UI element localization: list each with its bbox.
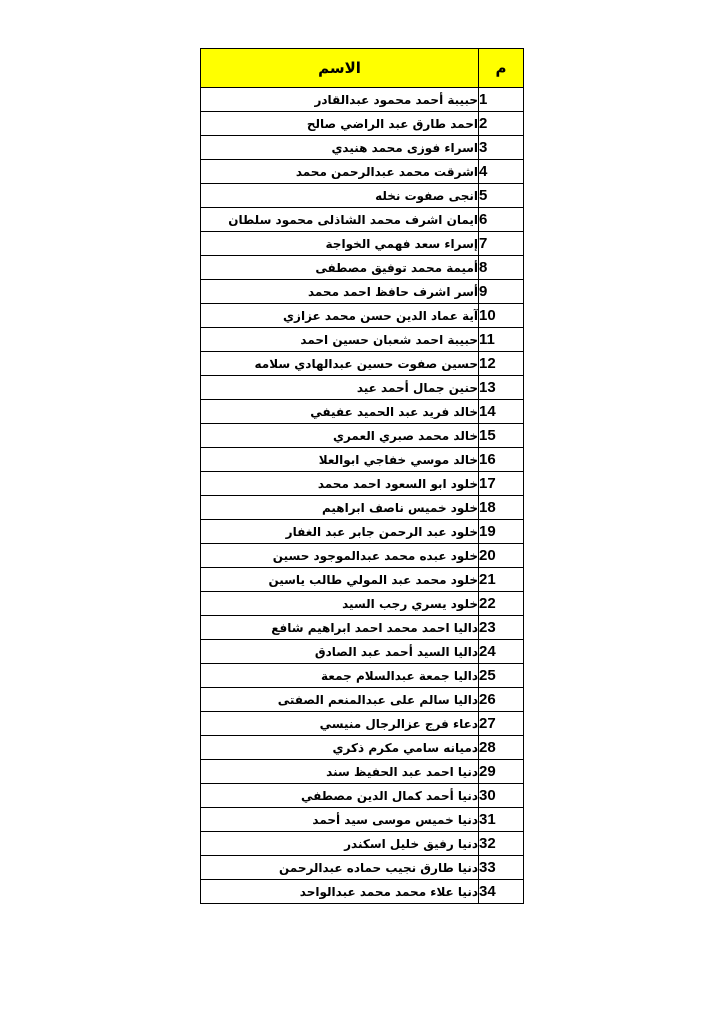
student-name: دنيا رفيق خليل اسكندر [201,832,479,856]
row-number: 7 [479,232,524,256]
row-number: 23 [479,616,524,640]
table-row [201,280,524,304]
student-name: أسر اشرف حافظ احمد محمد [201,280,479,304]
table-row [201,424,524,448]
table-row [201,592,524,616]
student-name: خالد محمد صبري العمري [201,424,479,448]
row-number: 33 [479,856,524,880]
table-row [201,760,524,784]
header-name: الاسم [201,49,479,88]
table-row [201,208,524,232]
table-row [201,664,524,688]
row-number: 3 [479,136,524,160]
table-row [201,136,524,160]
table-row [201,376,524,400]
student-name: خلود ابو السعود احمد محمد [201,472,479,496]
student-name: داليا جمعة عبدالسلام جمعة [201,664,479,688]
table-row [201,232,524,256]
row-number: 24 [479,640,524,664]
table-row [201,832,524,856]
student-name: خلود محمد عبد المولي طالب ياسين [201,568,479,592]
table-row [201,472,524,496]
table-row [201,304,524,328]
table-row [201,448,524,472]
student-name: انجى صفوت نخله [201,184,479,208]
row-number: 15 [479,424,524,448]
student-name: خالد موسي خفاجي ابوالعلا [201,448,479,472]
student-name: دنيا علاء محمد محمد عبدالواحد [201,880,479,904]
table-row [201,880,524,904]
row-number: 28 [479,736,524,760]
table-row [201,640,524,664]
table-row [201,856,524,880]
row-number: 10 [479,304,524,328]
table-body [201,88,524,904]
row-number: 25 [479,664,524,688]
names-sheet [200,48,523,904]
row-number: 34 [479,880,524,904]
header-row [201,49,524,88]
table-row [201,784,524,808]
row-number: 9 [479,280,524,304]
student-name: آية عماد الدين حسن محمد عزازي [201,304,479,328]
student-name: أميمة محمد توفيق مصطفى [201,256,479,280]
table-row [201,568,524,592]
table-row [201,400,524,424]
table-row [201,160,524,184]
student-name: داليا سالم على عبدالمنعم الصفتى [201,688,479,712]
row-number: 26 [479,688,524,712]
names-table [200,48,524,904]
row-number: 27 [479,712,524,736]
student-name: احمد طارق عبد الراضي صالح [201,112,479,136]
table-row [201,712,524,736]
table-row [201,520,524,544]
row-number: 18 [479,496,524,520]
student-name: إسراء سعد فهمي الخواجة [201,232,479,256]
table-row [201,112,524,136]
row-number: 29 [479,760,524,784]
row-number: 4 [479,160,524,184]
row-number: 32 [479,832,524,856]
student-name: حسين صفوت حسين عبدالهادي سلامه [201,352,479,376]
row-number: 20 [479,544,524,568]
row-number: 5 [479,184,524,208]
row-number: 14 [479,400,524,424]
row-number: 13 [479,376,524,400]
row-number: 31 [479,808,524,832]
student-name: خلود خميس ناصف ابراهيم [201,496,479,520]
row-number: 30 [479,784,524,808]
student-name: اسراء فوزى محمد هنيدي [201,136,479,160]
student-name: خلود عبده محمد عبدالموجود حسين [201,544,479,568]
table-row [201,688,524,712]
student-name: حبيبة احمد شعبان حسين احمد [201,328,479,352]
header-number: م [479,49,524,88]
row-number: 19 [479,520,524,544]
student-name: دميانه سامي مكرم ذكري [201,736,479,760]
student-name: خلود عبد الرحمن جابر عبد الغفار [201,520,479,544]
row-number: 6 [479,208,524,232]
student-name: دنيا طارق نجيب حماده عبدالرحمن [201,856,479,880]
row-number: 8 [479,256,524,280]
row-number: 21 [479,568,524,592]
student-name: خلود يسري رجب السيد [201,592,479,616]
table-row [201,616,524,640]
student-name: دنيا احمد عبد الحفيظ سند [201,760,479,784]
table-row [201,328,524,352]
student-name: حنين جمال أحمد عيد [201,376,479,400]
row-number: 17 [479,472,524,496]
row-number: 16 [479,448,524,472]
student-name: اشرقت محمد عبدالرحمن محمد [201,160,479,184]
student-name: دعاء فرج عزالرجال منيسي [201,712,479,736]
table-row [201,88,524,112]
row-number: 11 [479,328,524,352]
student-name: ايمان اشرف محمد الشاذلى محمود سلطان [201,208,479,232]
row-number: 2 [479,112,524,136]
student-name: خالد فريد عبد الحميد عفيفي [201,400,479,424]
row-number: 1 [479,88,524,112]
student-name: داليا السيد أحمد عبد الصادق [201,640,479,664]
table-row [201,544,524,568]
row-number: 12 [479,352,524,376]
table-row [201,496,524,520]
table-row [201,352,524,376]
student-name: دنيا أحمد كمال الدين مصطفي [201,784,479,808]
table-row [201,256,524,280]
student-name: دنيا خميس موسى سيد أحمد [201,808,479,832]
table-row [201,736,524,760]
student-name: حبيبة أحمد محمود عبدالقادر [201,88,479,112]
row-number: 22 [479,592,524,616]
student-name: داليا احمد محمد احمد ابراهيم شافع [201,616,479,640]
table-row [201,184,524,208]
table-row [201,808,524,832]
